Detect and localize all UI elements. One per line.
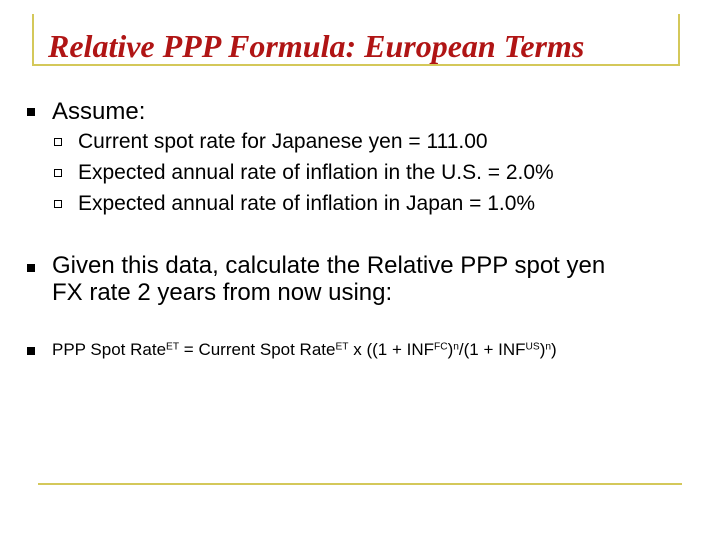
top-left-vertical-rule <box>32 14 34 64</box>
assumption-item: Current spot rate for Japanese yen = 111.00 <box>78 130 488 153</box>
formula-part: ) <box>539 340 546 359</box>
checkbox-bullet-icon <box>54 200 62 208</box>
checkbox-bullet-icon <box>54 169 62 177</box>
formula-part: ) <box>551 340 557 359</box>
bullet-square-icon <box>27 108 35 116</box>
checkbox-bullet-icon <box>54 138 62 146</box>
bullet-square-icon <box>27 347 35 355</box>
formula-part: = Current Spot Rate <box>179 340 336 359</box>
slide-title: Relative PPP Formula: European Terms <box>48 28 585 64</box>
formula-superscript: US <box>525 341 540 353</box>
bullet-square-icon <box>27 264 35 272</box>
formula-superscript: ET <box>335 341 349 353</box>
formula-superscript: ET <box>166 341 180 353</box>
ppp-formula <box>52 340 557 360</box>
formula-superscript: n <box>453 341 459 353</box>
formula-part: ) <box>447 340 454 359</box>
formula-superscript: FC <box>433 341 448 353</box>
assume-label: Assume: <box>52 98 146 125</box>
formula-part: x ((1 + INF <box>348 340 434 359</box>
bottom-divider-rule <box>38 483 682 485</box>
assumption-item: Expected annual rate of inflation in Japan = 1.0% <box>78 192 536 215</box>
assumption-item: Expected annual rate of inflation in the U.S. = 2.0% <box>78 161 554 184</box>
given-text-line1: Given this data, calculate the Relative PPP spot yen <box>52 252 606 279</box>
top-right-vertical-rule <box>678 14 680 66</box>
given-text-line2: FX rate 2 years from now using: <box>52 279 393 306</box>
formula-superscript: n <box>545 341 552 353</box>
formula-part: PPP Spot Rate <box>52 340 167 359</box>
formula-part: /(1 + INF <box>458 340 526 359</box>
